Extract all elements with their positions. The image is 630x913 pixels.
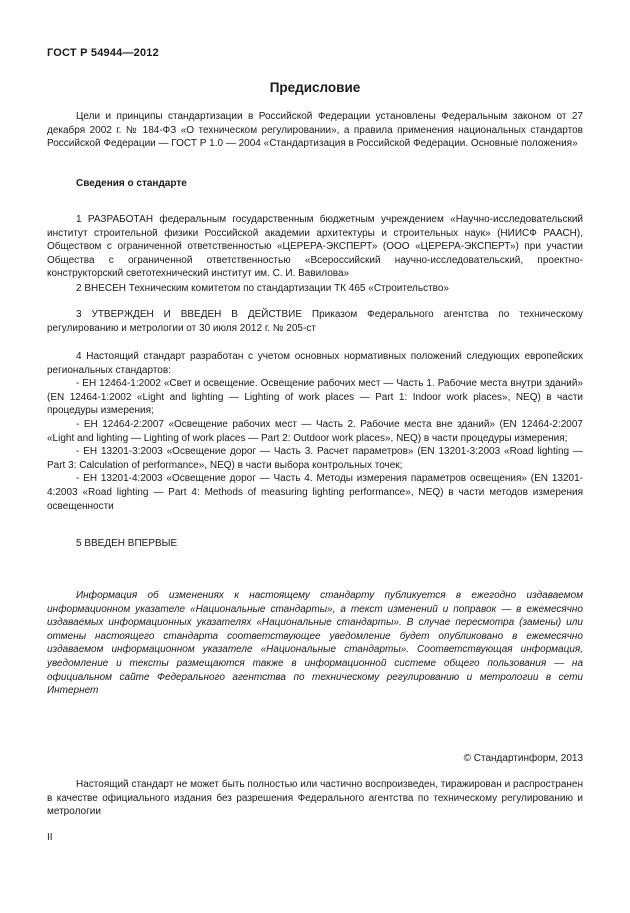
copyright-line: © Стандартинформ, 2013	[463, 753, 583, 764]
item-2-submitted: 2 ВНЕСЕН Техническим комитетом по стандартизации ТК 465 «Строительство»	[76, 283, 449, 294]
copyright-block	[47, 752, 583, 766]
item-5-block	[47, 537, 583, 551]
rights-block	[47, 778, 583, 819]
item-2-block	[47, 282, 583, 296]
item-3-block	[47, 308, 583, 335]
item-4-list-entry: - ЕН 13201-3:2003 «Освещение дорог — Часть 3. Расчет параметров» (EN 13201-3:2003 «Road lighting — Part 3: Calculation of performance», NEQ) в части выбора контрольных точек;	[47, 446, 583, 471]
item-1-block	[47, 213, 583, 281]
section-heading-block	[47, 177, 583, 191]
item-4-list-entry: - ЕН 13201-4:2003 «Освещение дорог — Часть 4. Методы измерения параметров освещения» (EN 13201-4:2003 «Road lighting — Part 4: Methods of measuring lighting performance», NEQ) в части методов измерения освещенности	[47, 473, 583, 512]
standard-code-header: ГОСТ Р 54944—2012	[47, 47, 159, 59]
intro-paragraph: Цели и принципы стандартизации в Российской Федерации установлены Федеральным законом от 27 декабря 2002 г. № 184-ФЗ «О техническом регулировании», а правила применения национальных стандартов Российской Федерации — ГОСТ Р 1.0 — 2004 «Стандартизация в Российской Федерации. Основные положения»	[47, 111, 583, 150]
item-4-intro: 4 Настоящий стандарт разработан с учетом основных нормативных положений следующих европейских региональных стандартов:	[47, 351, 583, 376]
page-number: II	[47, 832, 53, 843]
intro-paragraph-block	[47, 110, 583, 151]
item-5-introduced: 5 ВВЕДЕН ВПЕРВЫЕ	[76, 538, 178, 549]
item-4-block	[47, 350, 583, 513]
item-4-list-entry: - ЕН 12464-2:2007 «Освещение рабочих мест — Часть 2. Рабочие места вне зданий» (EN 12464-2:2007 «Light and lighting — Lighting of work places — Part 2: Outdoor work places», NEQ) в части процедуры измерения;	[47, 418, 583, 444]
section-heading: Сведения о стандарте	[76, 178, 187, 189]
amendments-notice: Информация об изменениях к настоящему стандарту публикуется в ежегодно издаваемом информационном указателе «Национальные стандарты», а текст изменений и поправок — в ежемесячно издаваемых информационных указателях «Национальные стандарты». В случае пересмотра (замены) или отмены настоящего стандарта соответствующее уведомление будет опубликовано в ежемесячно издаваемом информационном указателе «Национальные стандарты». Соответствующая информация, уведомление и тексты размещаются также в информационной системе общего пользования — на официальном сайте Федерального агентства по техническому регулированию и метрологии в сети Интернет	[47, 590, 583, 697]
item-4-list-entry: - ЕН 12464-1:2002 «Свет и освещение. Освещение рабочих мест — Часть 1. Рабочие места внутри зданий» (EN 12464-1:2002 «Light and lighting — Lighting of work places — Part 1: Indoor work places», NEQ) в части процедуры измерения;	[47, 378, 583, 417]
reproduction-rights-notice: Настоящий стандарт не может быть полностью или частично воспроизведен, тиражирован и распространен в качестве официального издания без разрешения Федерального агентства по техническому регулированию и метрологии	[47, 779, 583, 818]
page-title: Предисловие	[269, 80, 361, 95]
notice-block	[47, 589, 583, 698]
item-3-approved: 3 УТВЕРЖДЕН И ВВЕДЕН В ДЕЙСТВИЕ Приказом Федерального агентства по техническому регулированию и метрологии от 30 июля 2012 г. № 205-ст	[47, 309, 583, 334]
item-1-developer: 1 РАЗРАБОТАН федеральным государственным бюджетным учреждением «Научно-исследовательский институт строительной физики Российской академии архитектуры и строительных наук» (НИИСФ РААСН), Обществом с ограниченной ответственностью «ЦЕРЕРА-ЭКСПЕРТ» (ООО «ЦЕРЕРА-ЭКСПЕРТ») при участии Общества с ограниченной ответственностью «Всероссийский научно-исследовательский, проектно-конструкторский светотехнический институт им. С. И. Вавилова»	[47, 214, 583, 280]
